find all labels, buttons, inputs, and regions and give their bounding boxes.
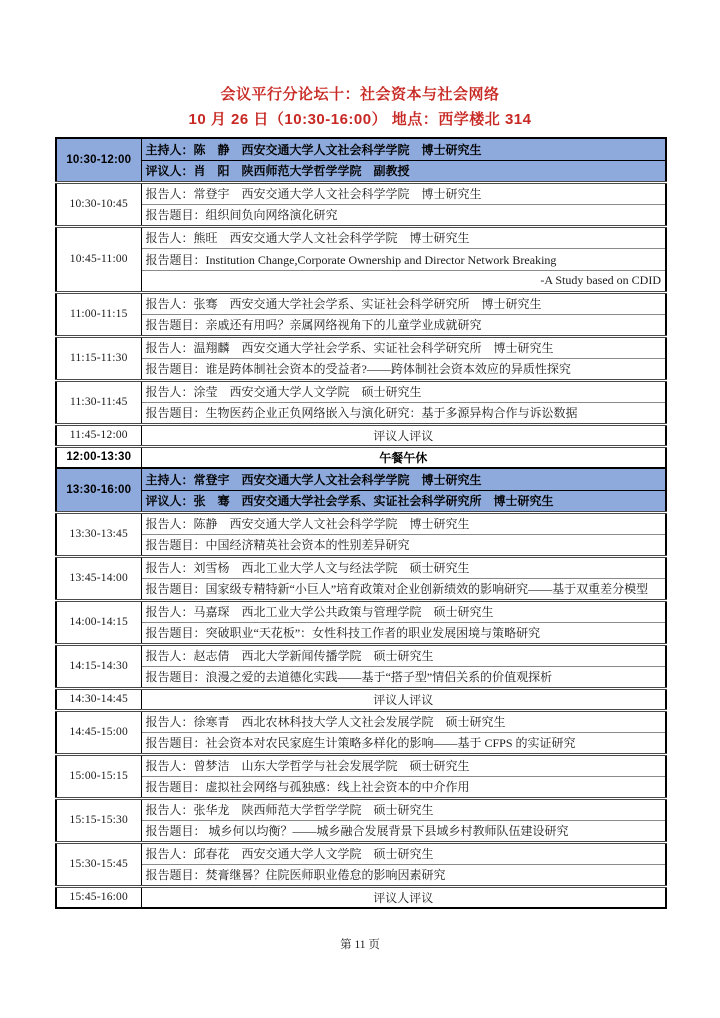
schedule-row	[56, 666, 666, 688]
schedule-row	[56, 864, 666, 886]
title-line: 报告题目：浪漫之爱的去道德化实践——基于“搭子型”情侣关系的价值观探析	[141, 666, 666, 688]
schedule-row	[56, 600, 666, 622]
time-cell: 15:30-15:45	[56, 842, 141, 886]
schedule-row	[56, 710, 666, 732]
schedule-row	[56, 886, 666, 908]
schedule-row	[56, 754, 666, 776]
schedule-row	[56, 534, 666, 556]
presenter-line: 报告人：张华龙 陕西师范大学哲学学院 硕士研究生	[141, 798, 666, 820]
schedule-row	[56, 248, 666, 270]
review-cell: 评议人评议	[141, 886, 666, 908]
title-line: 报告题目：Institution Change,Corporate Ownership and Director Network Breaking	[141, 248, 666, 270]
schedule-row	[56, 842, 666, 864]
presenter-line: 报告人：刘雪杨 西北工业大学人文与经法学院 硕士研究生	[141, 556, 666, 578]
time-cell: 14:15-14:30	[56, 644, 141, 688]
time-cell: 13:30-13:45	[56, 512, 141, 556]
time-cell: 10:30-12:00	[56, 138, 141, 182]
presenter-line: 报告人：曾梦洁 山东大学哲学与社会发展学院 硕士研究生	[141, 754, 666, 776]
schedule-row	[56, 688, 666, 710]
presenter-line: 报告人：常登宇 西安交通大学人文社会科学学院 博士研究生	[141, 182, 666, 204]
time-cell: 11:30-11:45	[56, 380, 141, 424]
time-cell: 14:45-15:00	[56, 710, 141, 754]
title-line-continued: -A Study based on CDID	[141, 270, 666, 292]
review-cell: 评议人评议	[141, 688, 666, 710]
time-cell: 13:30-16:00	[56, 468, 141, 512]
title-line: 报告题目：社会资本对农民家庭生计策略多样化的影响——基于 CFPS 的实证研究	[141, 732, 666, 754]
schedule-row	[56, 556, 666, 578]
time-cell: 15:45-16:00	[56, 886, 141, 908]
time-cell: 11:45-12:00	[56, 424, 141, 446]
schedule-row	[56, 776, 666, 798]
page-header	[0, 82, 720, 132]
time-cell: 13:45-14:00	[56, 556, 141, 600]
lunch-break-cell: 午餐午休	[141, 446, 666, 468]
forum-title: 会议平行分论坛十：社会资本与社会网络	[220, 86, 500, 103]
presenter-line: 报告人：陈静 西安交通大学人文社会科学学院 博士研究生	[141, 512, 666, 534]
title-line: 报告题目：组织间负向网络演化研究	[141, 204, 666, 226]
schedule-row	[56, 138, 666, 160]
presenter-line: 报告人：温翔麟 西安交通大学社会学系、实证社会科学研究所 博士研究生	[141, 336, 666, 358]
review-cell: 评议人评议	[141, 424, 666, 446]
presenter-line: 报告人：张骞 西安交通大学社会学系、实证社会科学研究所 博士研究生	[141, 292, 666, 314]
time-cell: 10:30-10:45	[56, 182, 141, 226]
schedule-table-body	[56, 138, 666, 908]
schedule-row	[56, 798, 666, 820]
title-line: 报告题目：突破职业“天花板”：女性科技工作者的职业发展困境与策略研究	[141, 622, 666, 644]
title-line: 报告题目：谁是跨体制社会资本的受益者?——跨体制社会资本效应的异质性探究	[141, 358, 666, 380]
time-cell: 15:15-15:30	[56, 798, 141, 842]
schedule-row	[56, 512, 666, 534]
title-line: 报告题目：虚拟社会网络与孤独感：线上社会资本的中介作用	[141, 776, 666, 798]
title-line: 报告题目：中国经济精英社会资本的性别差异研究	[141, 534, 666, 556]
title-line: 报告题目： 城乡何以均衡？——城乡融合发展背景下县域乡村教师队伍建设研究	[141, 820, 666, 842]
schedule-row	[56, 336, 666, 358]
presenter-line: 报告人：赵志倩 西北大学新闻传播学院 硕士研究生	[141, 644, 666, 666]
title-line: 报告题目：国家级专精特新“小巨人”培育政策对企业创新绩效的影响研究——基于双重差分模型	[141, 578, 666, 600]
chair-line: 主持人：陈 静 西安交通大学人文社会科学学院 博士研究生	[141, 138, 666, 160]
time-cell: 14:30-14:45	[56, 688, 141, 710]
presenter-line: 报告人：徐寒青 西北农林科技大学人文社会发展学院 硕士研究生	[141, 710, 666, 732]
time-cell: 12:00-13:30	[56, 446, 141, 468]
title-line: 报告题目：亲戚还有用吗？亲属网络视角下的儿童学业成就研究	[141, 314, 666, 336]
schedule-row	[56, 468, 666, 490]
presenter-line: 报告人：涂莹 西安交通大学人文学院 硕士研究生	[141, 380, 666, 402]
time-cell: 11:15-11:30	[56, 336, 141, 380]
schedule-row	[56, 490, 666, 512]
schedule-row	[56, 578, 666, 600]
schedule-row	[56, 644, 666, 666]
discussant-line: 评议人：张 骞 西安交通大学社会学系、实证社会科学研究所 博士研究生	[141, 490, 666, 512]
schedule-row	[56, 226, 666, 248]
time-cell: 14:00-14:15	[56, 600, 141, 644]
page-number: 第 11 页	[340, 939, 380, 951]
schedule-table	[55, 137, 667, 909]
presenter-line: 报告人：邱春花 西安交通大学人文学院 硕士研究生	[141, 842, 666, 864]
schedule-row	[56, 424, 666, 446]
schedule-row	[56, 358, 666, 380]
chair-line: 主持人：常登宇 西安交通大学人文社会科学学院 博士研究生	[141, 468, 666, 490]
time-cell: 15:00-15:15	[56, 754, 141, 798]
schedule-row	[56, 820, 666, 842]
schedule-row	[56, 380, 666, 402]
schedule-row	[56, 160, 666, 182]
presenter-line: 报告人：熊旺 西安交通大学人文社会科学学院 博士研究生	[141, 226, 666, 248]
schedule-row	[56, 182, 666, 204]
schedule-row	[56, 402, 666, 424]
schedule-row	[56, 314, 666, 336]
schedule-row	[56, 446, 666, 468]
schedule-row	[56, 270, 666, 292]
schedule-row	[56, 732, 666, 754]
schedule-row	[56, 292, 666, 314]
title-line: 报告题目：生物医药企业正负网络嵌入与演化研究：基于多源异构合作与诉讼数据	[141, 402, 666, 424]
schedule-row	[56, 204, 666, 226]
title-line: 报告题目：焚膏继晷？住院医师职业倦怠的影响因素研究	[141, 864, 666, 886]
time-cell: 11:00-11:15	[56, 292, 141, 336]
schedule-row	[56, 622, 666, 644]
time-cell: 10:45-11:00	[56, 226, 141, 292]
forum-date-location: 10 月 26 日（10:30-16:00） 地点：西学楼北 314	[188, 111, 532, 128]
discussant-line: 评议人：肖 阳 陕西师范大学哲学学院 副教授	[141, 160, 666, 182]
presenter-line: 报告人：马嘉琛 西北工业大学公共政策与管理学院 硕士研究生	[141, 600, 666, 622]
